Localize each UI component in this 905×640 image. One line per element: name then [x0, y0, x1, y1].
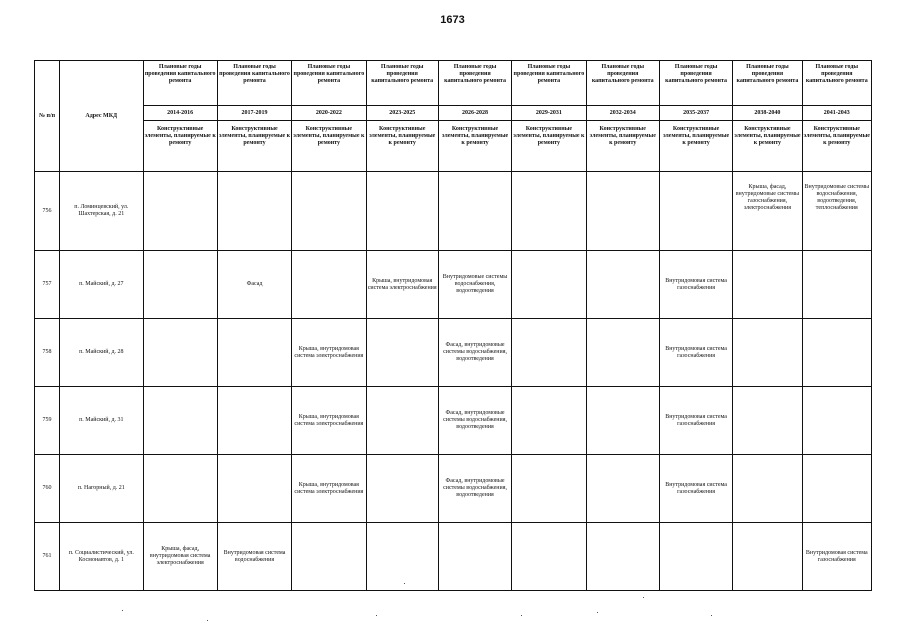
repair-elements-cell: [217, 455, 291, 523]
repair-elements-cell: Фасад, внутридомовые системы водоснабжения, водоотведения: [438, 455, 511, 523]
repair-elements-cell: [802, 387, 871, 455]
scan-noise: [0, 575, 905, 635]
row-address: п. Ломинцевский, ул. Шахтерская, д. 21: [60, 172, 143, 251]
header-period: 2014-2016: [143, 106, 217, 121]
repair-elements-cell: Внутридомовая система газоснабжения: [659, 455, 732, 523]
header-period: 2017-2019: [217, 106, 291, 121]
page-number: 1673: [440, 14, 465, 26]
repair-elements-cell: [143, 319, 217, 387]
row-number: 758: [35, 319, 60, 387]
table-body: [35, 172, 872, 591]
repair-elements-cell: [292, 251, 366, 319]
header-elements-label: Конструктивные элементы, планируемые к ремонту: [802, 121, 871, 172]
repair-elements-cell: [802, 251, 871, 319]
repair-elements-cell: [143, 455, 217, 523]
header-plan-years-label: Плановые годы проведения капитального ремонта: [512, 61, 586, 106]
repair-elements-cell: [512, 251, 586, 319]
repair-elements-cell: Крыша, фасад, внутридомовая система электроснабжения: [143, 523, 217, 591]
repair-elements-cell: [512, 319, 586, 387]
header-period: 2020-2022: [292, 106, 366, 121]
header-period: 2035-2037: [659, 106, 732, 121]
repair-elements-cell: [143, 251, 217, 319]
row-number: 761: [35, 523, 60, 591]
header-plan-years-label: Плановые годы проведения капитального ремонта: [733, 61, 802, 106]
repair-elements-cell: [586, 455, 659, 523]
row-address: п. Майский, д. 31: [60, 387, 143, 455]
repair-elements-cell: Внутридомовая система водоснабжения: [217, 523, 291, 591]
repair-elements-cell: [512, 387, 586, 455]
header-plan-years-label: Плановые годы проведения капитального ремонта: [586, 61, 659, 106]
header-elements-label: Конструктивные элементы, планируемые к ремонту: [733, 121, 802, 172]
repair-elements-cell: [802, 455, 871, 523]
header-plan-years-label: Плановые годы проведения капитального ремонта: [217, 61, 291, 106]
repair-elements-cell: [586, 387, 659, 455]
repair-elements-cell: [366, 455, 438, 523]
repair-elements-cell: Крыша, внутридомовая система электроснабжения: [292, 319, 366, 387]
header-plan-years-label: Плановые годы проведения капитального ремонта: [366, 61, 438, 106]
repair-elements-cell: [217, 319, 291, 387]
header-plan-years-label: Плановые годы проведения капитального ремонта: [438, 61, 511, 106]
repair-elements-cell: [217, 172, 291, 251]
repair-elements-cell: Крыша, фасад, внутридомовые системы газоснабжения, электроснабжения: [733, 172, 802, 251]
header-period: 2026-2028: [438, 106, 511, 121]
repair-elements-cell: Фасад, внутридомовые системы водоснабжения, водоотведения: [438, 319, 511, 387]
repair-elements-cell: [659, 172, 732, 251]
row-number: 756: [35, 172, 60, 251]
header-period: 2038-2040: [733, 106, 802, 121]
header-elements-label: Конструктивные элементы, планируемые к ремонту: [366, 121, 438, 172]
table-row: [35, 172, 872, 251]
repair-elements-cell: [512, 172, 586, 251]
repair-elements-cell: Крыша, внутридомовая система электроснабжения: [292, 455, 366, 523]
repair-elements-cell: [733, 455, 802, 523]
repair-elements-cell: Крыша, внутридомовая система электроснабжения: [292, 387, 366, 455]
repair-elements-cell: Крыша, внутридомовая система электроснабжения: [366, 251, 438, 319]
row-address: п. Социалистический, ул. Космонавтов, д. 1: [60, 523, 143, 591]
capital-repair-table: [34, 60, 872, 591]
repair-elements-cell: [586, 172, 659, 251]
repair-elements-cell: [143, 172, 217, 251]
repair-elements-cell: Фасад, внутридомовые системы водоснабжения, водоотведения: [438, 387, 511, 455]
header-period: 2023-2025: [366, 106, 438, 121]
repair-elements-cell: [366, 319, 438, 387]
repair-elements-cell: [586, 319, 659, 387]
repair-elements-cell: Внутридомовая система газоснабжения: [659, 251, 732, 319]
header-period: 2029-2031: [512, 106, 586, 121]
repair-elements-cell: [512, 455, 586, 523]
header-elements-label: Конструктивные элементы, планируемые к ремонту: [143, 121, 217, 172]
header-elements-label: Конструктивные элементы, планируемые к ремонту: [438, 121, 511, 172]
repair-elements-cell: [802, 319, 871, 387]
table-row: [35, 455, 872, 523]
repair-elements-cell: [733, 251, 802, 319]
repair-elements-cell: Внутридомовые системы водоснабжения, водоотведения: [438, 251, 511, 319]
table-row: [35, 251, 872, 319]
header-period: 2041-2043: [802, 106, 871, 121]
row-address: п. Майский, д. 28: [60, 319, 143, 387]
row-number: 757: [35, 251, 60, 319]
row-number: 759: [35, 387, 60, 455]
header-plan-years-label: Плановые годы проведения капитального ремонта: [659, 61, 732, 106]
repair-elements-cell: Фасад: [217, 251, 291, 319]
repair-elements-cell: Внутридомовая система газоснабжения: [802, 523, 871, 591]
repair-elements-cell: [586, 251, 659, 319]
header-address: Адрес МКД: [60, 61, 143, 172]
repair-elements-cell: Внутридомовая система газоснабжения: [659, 319, 732, 387]
repair-elements-cell: [217, 387, 291, 455]
table-row: [35, 387, 872, 455]
repair-elements-cell: [366, 172, 438, 251]
repair-elements-cell: [292, 172, 366, 251]
repair-elements-cell: [143, 387, 217, 455]
repair-elements-cell: Внутридомовая система газоснабжения: [659, 387, 732, 455]
repair-elements-cell: Внутридомовые системы водоснабжения, водоотведения, теплоснабжения: [802, 172, 871, 251]
header-plan-years-label: Плановые годы проведения капитального ремонта: [143, 61, 217, 106]
repair-elements-cell: [366, 387, 438, 455]
header-elements-label: Конструктивные элементы, планируемые к ремонту: [586, 121, 659, 172]
row-address: п. Майский, д. 27: [60, 251, 143, 319]
header-plan-years-label: Плановые годы проведения капитального ремонта: [802, 61, 871, 106]
header-row-elements: [35, 121, 872, 172]
header-row-plan-years: [35, 61, 872, 106]
header-elements-label: Конструктивные элементы, планируемые к ремонту: [217, 121, 291, 172]
repair-elements-cell: [733, 387, 802, 455]
header-elements-label: Конструктивные элементы, планируемые к ремонту: [292, 121, 366, 172]
row-number: 760: [35, 455, 60, 523]
header-plan-years-label: Плановые годы проведения капитального ремонта: [292, 61, 366, 106]
header-period: 2032-2034: [586, 106, 659, 121]
table-row: [35, 319, 872, 387]
repair-elements-cell: [733, 319, 802, 387]
header-row-periods: [35, 106, 872, 121]
header-num: № п/п: [35, 61, 60, 172]
repair-elements-cell: [438, 172, 511, 251]
header-elements-label: Конструктивные элементы, планируемые к ремонту: [659, 121, 732, 172]
row-address: п. Нагорный, д. 21: [60, 455, 143, 523]
header-elements-label: Конструктивные элементы, планируемые к ремонту: [512, 121, 586, 172]
